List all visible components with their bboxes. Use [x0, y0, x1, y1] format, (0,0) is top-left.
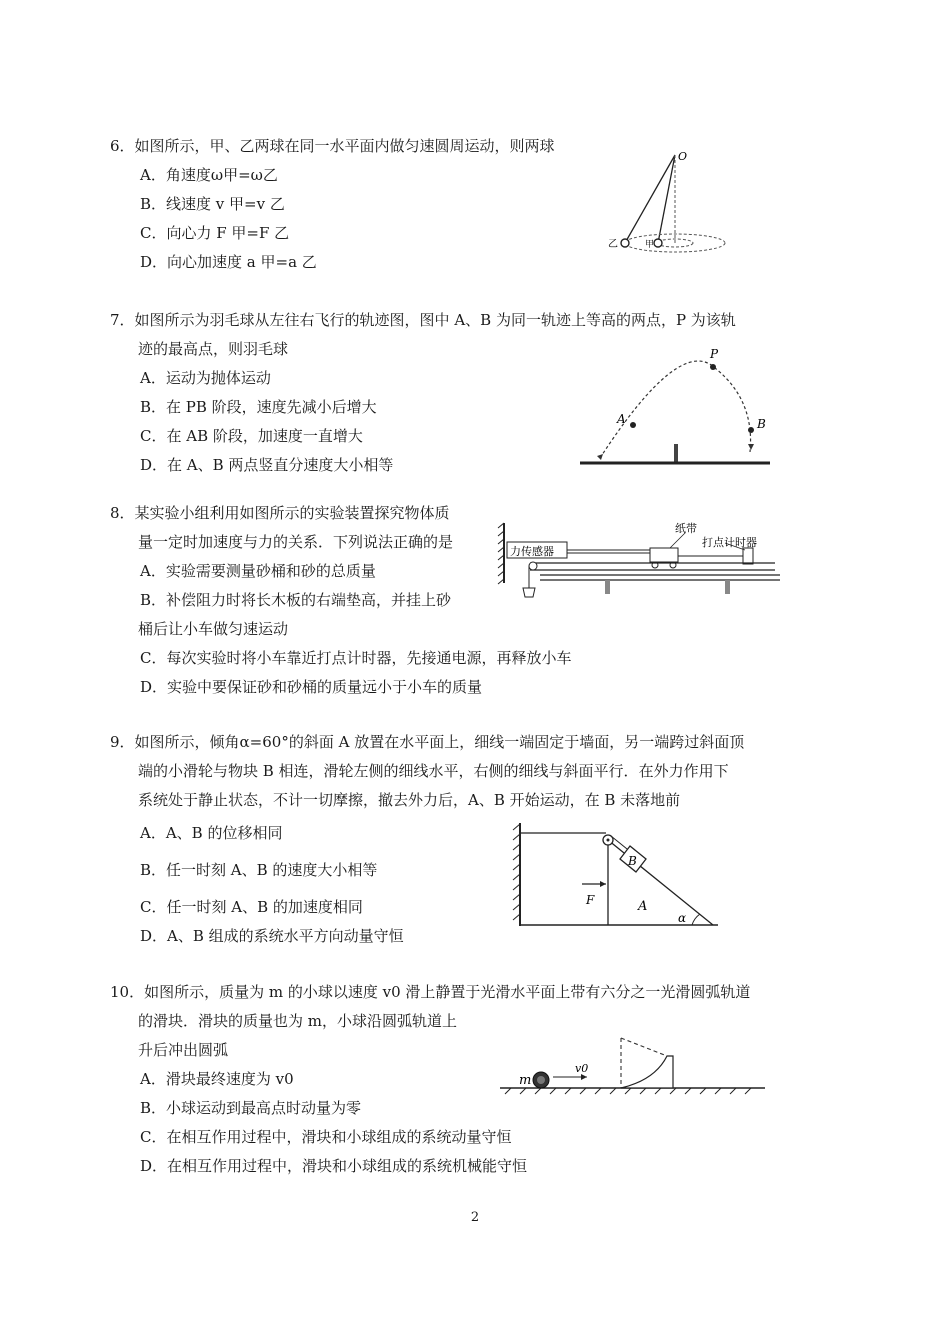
- question-9-option-c: C．任一时刻 A、B 的加速度相同: [140, 898, 363, 916]
- question-7-option-a: A．运动为抛体运动: [140, 369, 271, 387]
- point-o-label: O: [678, 150, 688, 163]
- ball-jia-label: 甲: [645, 240, 655, 250]
- paper-tape-label: 纸带: [675, 522, 697, 535]
- point-b-label: B: [757, 417, 766, 431]
- question-8-option-b-line1: B．补偿阻力时将长木板的右端垫高，并挂上砂: [140, 591, 452, 609]
- question-10-option-a: A．滑块最终速度为 v0: [140, 1070, 294, 1088]
- question-6-option-b: B．线速度 v 甲=v 乙: [140, 195, 285, 213]
- question-8-option-d: D．实验中要保证砂和砂桶的质量远小于小车的质量: [140, 678, 483, 696]
- question-9-stem-line1: 9．如图所示，倾角α=60°的斜面 A 放置在水平面上，细线一端固定于墙面，另一端跨过斜面顶: [110, 733, 745, 751]
- question-9-stem-line2: 端的小滑轮与物块 B 相连，滑轮左侧的细线水平，右侧的细线与斜面平行．在外力作用下: [138, 762, 729, 780]
- velocity-v0-label: v0: [575, 1062, 589, 1075]
- question-6-option-c: C．向心力 F 甲=F 乙: [140, 224, 290, 242]
- question-10-stem-line1: 10．如图所示，质量为 m 的小球以速度 v0 滑上静置于光滑水平面上带有六分之一光滑圆弧轨道: [110, 983, 751, 1001]
- page-number: 2: [470, 1210, 480, 1225]
- question-9-figure: [510, 818, 725, 930]
- angle-alpha-label: α: [678, 911, 687, 925]
- question-6-option-d: D．向心加速度 a 甲=a 乙: [140, 253, 317, 271]
- question-8-option-a: A．实验需要测量砂桶和砂的总质量: [140, 562, 376, 580]
- question-8-option-c: C．每次实验时将小车靠近打点计时器，先接通电源，再释放小车: [140, 649, 572, 667]
- incline-a-label: A: [638, 899, 648, 914]
- question-10-option-d: D．在相互作用过程中，滑块和小球组成的系统机械能守恒: [140, 1157, 528, 1175]
- question-10-stem-line3: 升后冲出圆弧: [138, 1041, 229, 1059]
- question-9-option-b: B．任一时刻 A、B 的速度大小相等: [140, 861, 378, 879]
- question-10-figure: [495, 1030, 770, 1100]
- question-7-stem-line1: 7．如图所示为羽毛球从左往右飞行的轨迹图，图中 A、B 为同一轨迹上等高的两点，P 为该轨: [110, 311, 736, 329]
- question-7-stem-line2: 迹的最高点，则羽毛球: [138, 340, 289, 358]
- question-10-stem-line2: 的滑块．滑块的质量也为 m，小球沿圆弧轨道上: [138, 1012, 457, 1030]
- point-a-label: A: [617, 412, 626, 426]
- question-9-stem-line3: 系统处于静止状态，不计一切摩擦，撤去外力后，A、B 开始运动，在 B 未落地前: [138, 791, 681, 809]
- question-8-figure: [495, 518, 785, 608]
- question-9-option-d: D．A、B 组成的系统水平方向动量守恒: [140, 927, 404, 945]
- question-7-option-d: D．在 A、B 两点竖直分速度大小相等: [140, 456, 394, 474]
- question-6-stem: 6．如图所示，甲、乙两球在同一水平面内做匀速圆周运动，则两球: [110, 137, 555, 155]
- question-8-stem-line1: 8．某实验小组利用如图所示的实验装置探究物体质: [110, 504, 450, 522]
- question-6: [110, 132, 555, 277]
- question-7-option-b: B．在 PB 阶段，速度先减小后增大: [140, 398, 377, 416]
- mass-m-label: m: [519, 1073, 532, 1088]
- question-10-option-b: B．小球运动到最高点时动量为零: [140, 1099, 362, 1117]
- question-7-figure: [575, 340, 775, 475]
- question-8-stem-line2: 量一定时加速度与力的关系．下列说法正确的是: [138, 533, 454, 551]
- question-6-figure: [605, 145, 735, 265]
- ball-yi-label: 乙: [608, 239, 618, 250]
- force-f-label: F: [586, 893, 595, 907]
- question-6-option-a: A．角速度ω甲=ω乙: [140, 166, 278, 184]
- question-8-option-b-line2: 桶后让小车做匀速运动: [138, 620, 289, 638]
- question-10-option-c: C．在相互作用过程中，滑块和小球组成的系统动量守恒: [140, 1128, 512, 1146]
- block-b-label: B: [628, 854, 637, 868]
- question-9-option-a: A．A、B 的位移相同: [140, 824, 283, 842]
- point-p-label: P: [710, 347, 719, 361]
- force-sensor-label: 力传感器: [510, 545, 554, 558]
- timer-label: 打点计时器: [702, 536, 757, 549]
- question-7-option-c: C．在 AB 阶段，加速度一直增大: [140, 427, 363, 445]
